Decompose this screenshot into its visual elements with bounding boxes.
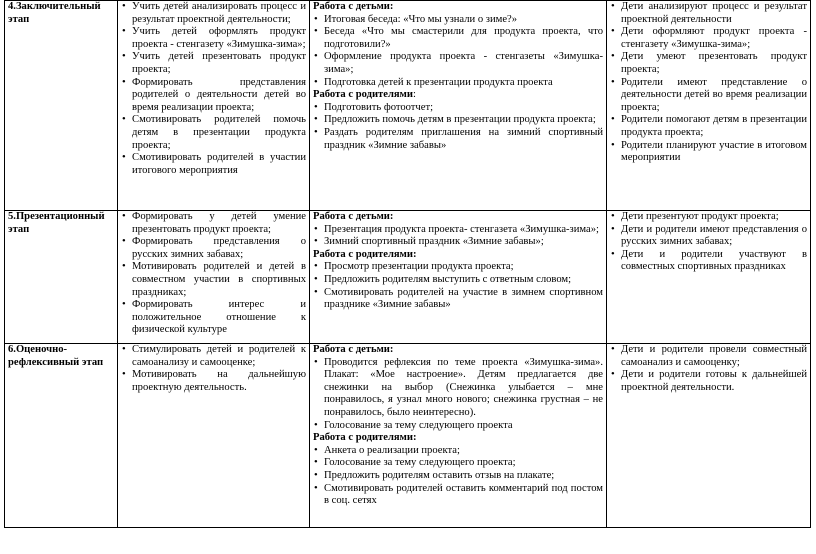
result-item-list [610,211,807,274]
goal-item-list [121,344,306,394]
goal-item: • Формировать представления о русских зимних забавах; [121,236,306,261]
goal-item: • Смотивировать родителей в участии итогового мероприятия [121,152,306,177]
parents-work-heading-line [313,432,603,445]
children-activity-item: • Зимний спортивный праздник «Зимние забавы»; [313,236,603,249]
result-item: • Дети презентуют продукт проекта; [610,211,807,224]
stage-cell [5,211,118,344]
children-activity-item: • Презентация продукта проекта- стенгазета «Зимушка-зима»; [313,224,603,237]
children-work-heading: Работа с детьми: [313,211,394,222]
goal-item: • Мотивировать на дальнейшую проектную деятельность. [121,369,306,394]
result-item: • Родители имеют представление о деятельности детей во время реализации проекта; [610,77,807,115]
table-row [5,211,811,344]
stage-title: 5.Презентационный этап [8,211,105,235]
project-stages-table [4,0,811,528]
goals-cell [118,1,310,211]
children-activity-item: • Итоговая беседа: «Что мы узнали о зиме?» [313,14,603,27]
children-activity-item: • Голосование за тему следующего проекта [313,420,603,433]
children-work-heading: Работа с детьми: [313,1,394,12]
parents-activity-item: • Предложить родителям выступить с ответным словом; [313,274,603,287]
goals-cell [118,211,310,344]
parents-work-heading: Работа с родителями [313,89,413,101]
parents-work-heading-line [313,249,603,262]
goal-item: • Учить детей анализировать процесс и результат проектной деятельности; [121,1,306,26]
parents-work-heading: Работа с родителями: [313,248,417,260]
stage-title: 6.Оценочно-рефлексивный этап [8,344,104,368]
result-item: • Дети умеют презентовать продукт проекта; [610,51,807,76]
results-cell [607,211,811,344]
children-activity-item: • Оформление продукта проекта - стенгазеты «Зимушка-зима»; [313,51,603,76]
parents-heading-colon: : [412,89,416,101]
parents-work-heading-line [313,89,603,102]
result-item: • Родители планируют участие в итоговом мероприятии [610,140,807,165]
parents-activity-item: • Предложить помочь детям в презентации продукта проекта; [313,114,603,127]
activities-cell [310,344,607,528]
parents-activity-item: • Смотивировать родителей на участие в зимнем спортивном празднике «Зимние забавы» [313,287,603,312]
result-item: • Дети оформляют продукт проекта - стенгазету «Зимушка-зима»; [610,26,807,51]
parents-activity-item: • Смотивировать родителей оставить комментарий под постом в соц. сетях [313,483,603,508]
children-activity-item: • Беседа «Что мы смастерили для продукта проекта, что подготовили?» [313,26,603,51]
parents-activity-item: • Предложить родителям оставить отзыв на плакате; [313,470,603,483]
children-activity-item: • Проводится рефлексия по теме проекта «Зимушка-зима». Плакат: «Мое настроение». Детям предлагается две снежинки на выбор (Снежинка улыбается – мне понравилось, я узнал много нового; снежинка грустная – не понравилось, было неинтересно). [313,357,603,420]
result-item: • Дети и родители участвуют в совместных спортивных праздниках [610,249,807,274]
goals-cell [118,344,310,528]
result-item: • Дети и родители провели совместный самоанализ и самооценку; [610,344,807,369]
children-work-heading: Работа с детьми: [313,344,394,355]
parents-activity-item: • Подготовить фотоотчет; [313,102,603,115]
parents-activity-item: • Раздать родителям приглашения на зимний спортивный праздник «Зимние забавы» [313,127,603,152]
goal-item: • Мотивировать родителей и детей в совместном участии в спортивных праздниках; [121,261,306,299]
table-row [5,344,811,528]
result-item: • Родители помогают детям в презентации продукта проекта; [610,114,807,139]
goal-item: • Формировать у детей умение презентовать продукт проекта; [121,211,306,236]
stage-cell [5,1,118,211]
goal-item: • Учить детей презентовать продукт проекта; [121,51,306,76]
children-activity-item: • Подготовка детей к презентации продукта проекта [313,77,603,90]
result-item-list [610,1,807,165]
results-cell [607,344,811,528]
result-item: • Дети анализируют процесс и результат проектной деятельности [610,1,807,26]
parents-activity-item-list [313,261,603,311]
table-row [5,1,811,211]
goal-item: • Стимулировать детей и родителей к самоанализу и самооценке; [121,344,306,369]
goal-item: • Формировать представления родителей о деятельности детей во время реализации проекта; [121,77,306,115]
parents-work-heading: Работа с родителями: [313,432,417,444]
goal-item: • Учить детей оформлять продукт проекта - стенгазету «Зимушка-зима»; [121,26,306,51]
result-item-list [610,344,807,394]
goal-item-list [121,1,306,177]
parents-activity-item: • Голосование за тему следующего проекта; [313,457,603,470]
result-item: • Дети и родители имеют представления о русских зимних забавах; [610,224,807,249]
children-activity-item-list [313,224,603,249]
parents-activity-item: • Анкета о реализации проекта; [313,445,603,458]
result-item: • Дети и родители готовы к дальнейшей проектной деятельности. [610,369,807,394]
table-body [5,1,811,528]
activities-cell [310,211,607,344]
parents-activity-item-list [313,445,603,508]
parents-activity-item-list [313,102,603,152]
stage-title: 4.Заключительный этап [8,1,101,25]
goal-item-list [121,211,306,337]
activities-cell [310,1,607,211]
stage-cell [5,344,118,528]
children-activity-item-list [313,357,603,433]
children-activity-item-list [313,14,603,90]
goal-item: • Смотивировать родителей помочь детям в презентации продукта проекта; [121,114,306,152]
parents-activity-item: • Просмотр презентации продукта проекта; [313,261,603,274]
results-cell [607,1,811,211]
goal-item: • Формировать интерес и положительное отношение к физической культуре [121,299,306,337]
